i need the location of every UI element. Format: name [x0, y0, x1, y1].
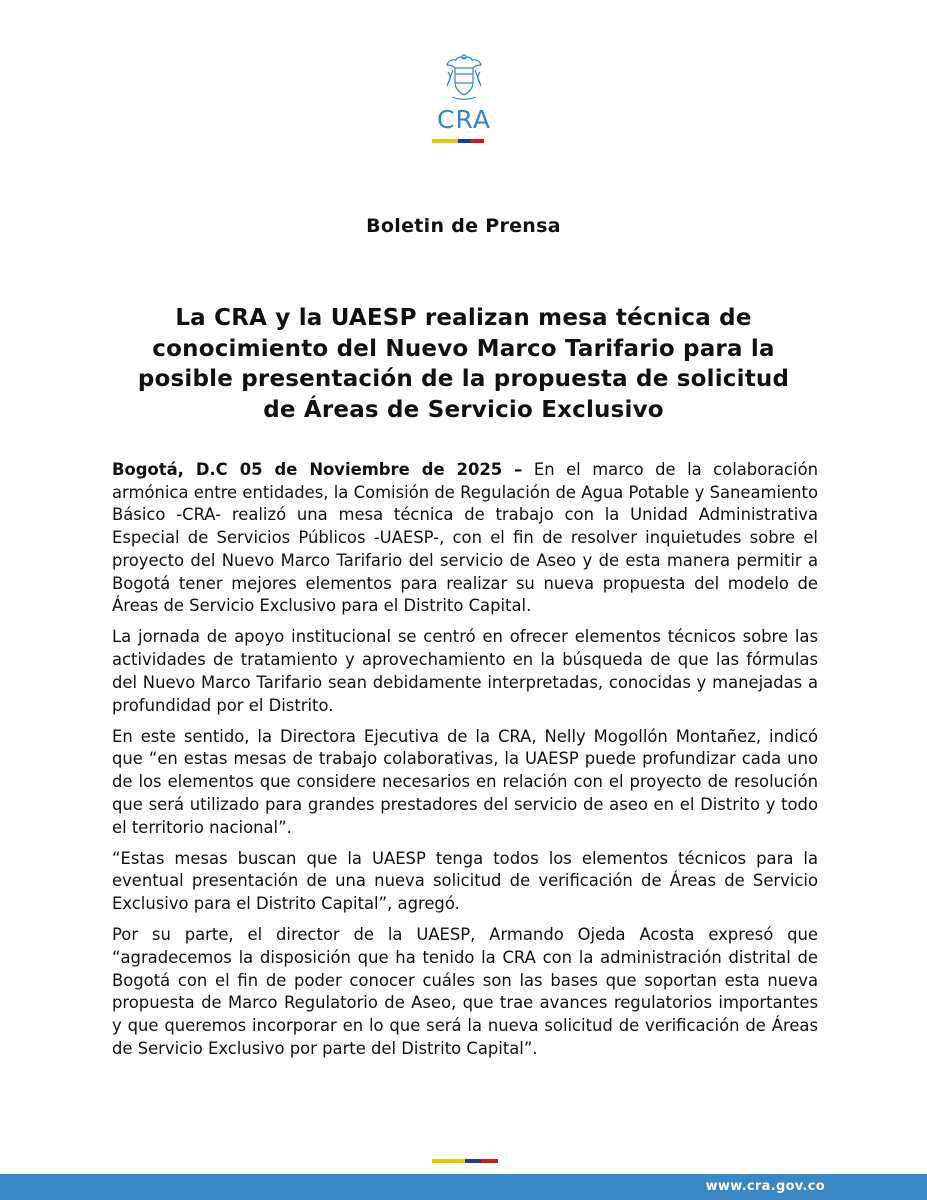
flag-blue	[458, 139, 471, 143]
paragraph-text: En el marco de la colaboración armónica entre entidades, la Comisión de Regulación de Agua Potable y Saneamiento Básico -CRA- realizó una mesa técnica de trabajo con la Unidad Administrativa Especial de Servicios Públicos -UAESP-, con el fin de resolver inquietudes sobre el proyecto del Nuevo Marco Tarifario del servicio de Aseo y de esta manera permitir a Bogotá tener mejores elementos para realizar su nueva propuesta del modelo de Áreas de Servicio Exclusivo para el Distrito Capital.	[112, 460, 819, 616]
title-line: conocimiento del Nuevo Marco Tarifario para la	[152, 335, 775, 362]
footer-flag-stripe	[432, 1159, 498, 1163]
colombia-coat-of-arms-icon	[441, 52, 487, 104]
body-paragraph: En este sentido, la Directora Ejecutiva de la CRA, Nelly Mogollón Montañez, indicó que “en estas mesas de trabajo colaborativas, la UAESP puede profundizar cada uno de los elementos que considere necesarios en relación con el proyecto de resolución que será utilizado para grandes prestadores del servicio de aseo en el Distrito y todo el territorio nacional”.	[112, 726, 818, 837]
cra-logo	[418, 52, 510, 148]
website-link[interactable]: www.cra.gov.co	[705, 1179, 825, 1194]
bulletin-label: Boletin de Prensa	[366, 215, 561, 237]
cra-logo-text: CRA	[437, 105, 491, 134]
header-flag-stripe	[432, 139, 484, 143]
footer-bar	[0, 1174, 927, 1200]
press-release-title	[110, 303, 817, 425]
title-line: posible presentación de la propuesta de solicitud	[137, 366, 790, 392]
dateline: Bogotá, D.C 05 de Noviembre de 2025 –	[112, 460, 523, 479]
flag-red	[481, 1159, 498, 1163]
body-paragraph: La jornada de apoyo institucional se centró en ofrecer elementos técnicos sobre las actividades de tratamiento y aprovechamiento en la búsqueda de que las fórmulas del Nuevo Marco Tarifario sean debidamente interpretadas, conocidas y manejadas a profundidad por el Distrito.	[112, 627, 818, 715]
press-release-body	[112, 459, 818, 1069]
flag-yellow	[432, 1159, 465, 1163]
flag-yellow	[432, 139, 458, 143]
flag-red	[471, 139, 484, 143]
flag-blue	[465, 1159, 481, 1163]
body-paragraph: Por su parte, el director de la UAESP, Armando Ojeda Acosta expresó que “agradecemos la disposición que ha tenido la CRA con la administración distrital de Bogotá con el fin de poder conocer cuáles son las bases que soportan esta nueva propuesta de Marco Regulatorio de Aseo, que trae avances regulatorios importantes y que queremos incorporar en lo que será la nueva solicitud de verificación de Áreas de Servicio Exclusivo por parte del Distrito Capital”.	[112, 925, 818, 1058]
body-paragraph: “Estas mesas buscan que la UAESP tenga todos los elementos técnicos para la eventual presentación de una nueva solicitud de verificación de Áreas de Servicio Exclusivo para el Distrito Capital”, agregó.	[112, 848, 818, 914]
title-line: La CRA y la UAESP realizan mesa técnica de	[175, 305, 752, 331]
title-line: de Áreas de Servicio Exclusivo	[263, 396, 664, 423]
body-paragraph	[112, 459, 818, 618]
